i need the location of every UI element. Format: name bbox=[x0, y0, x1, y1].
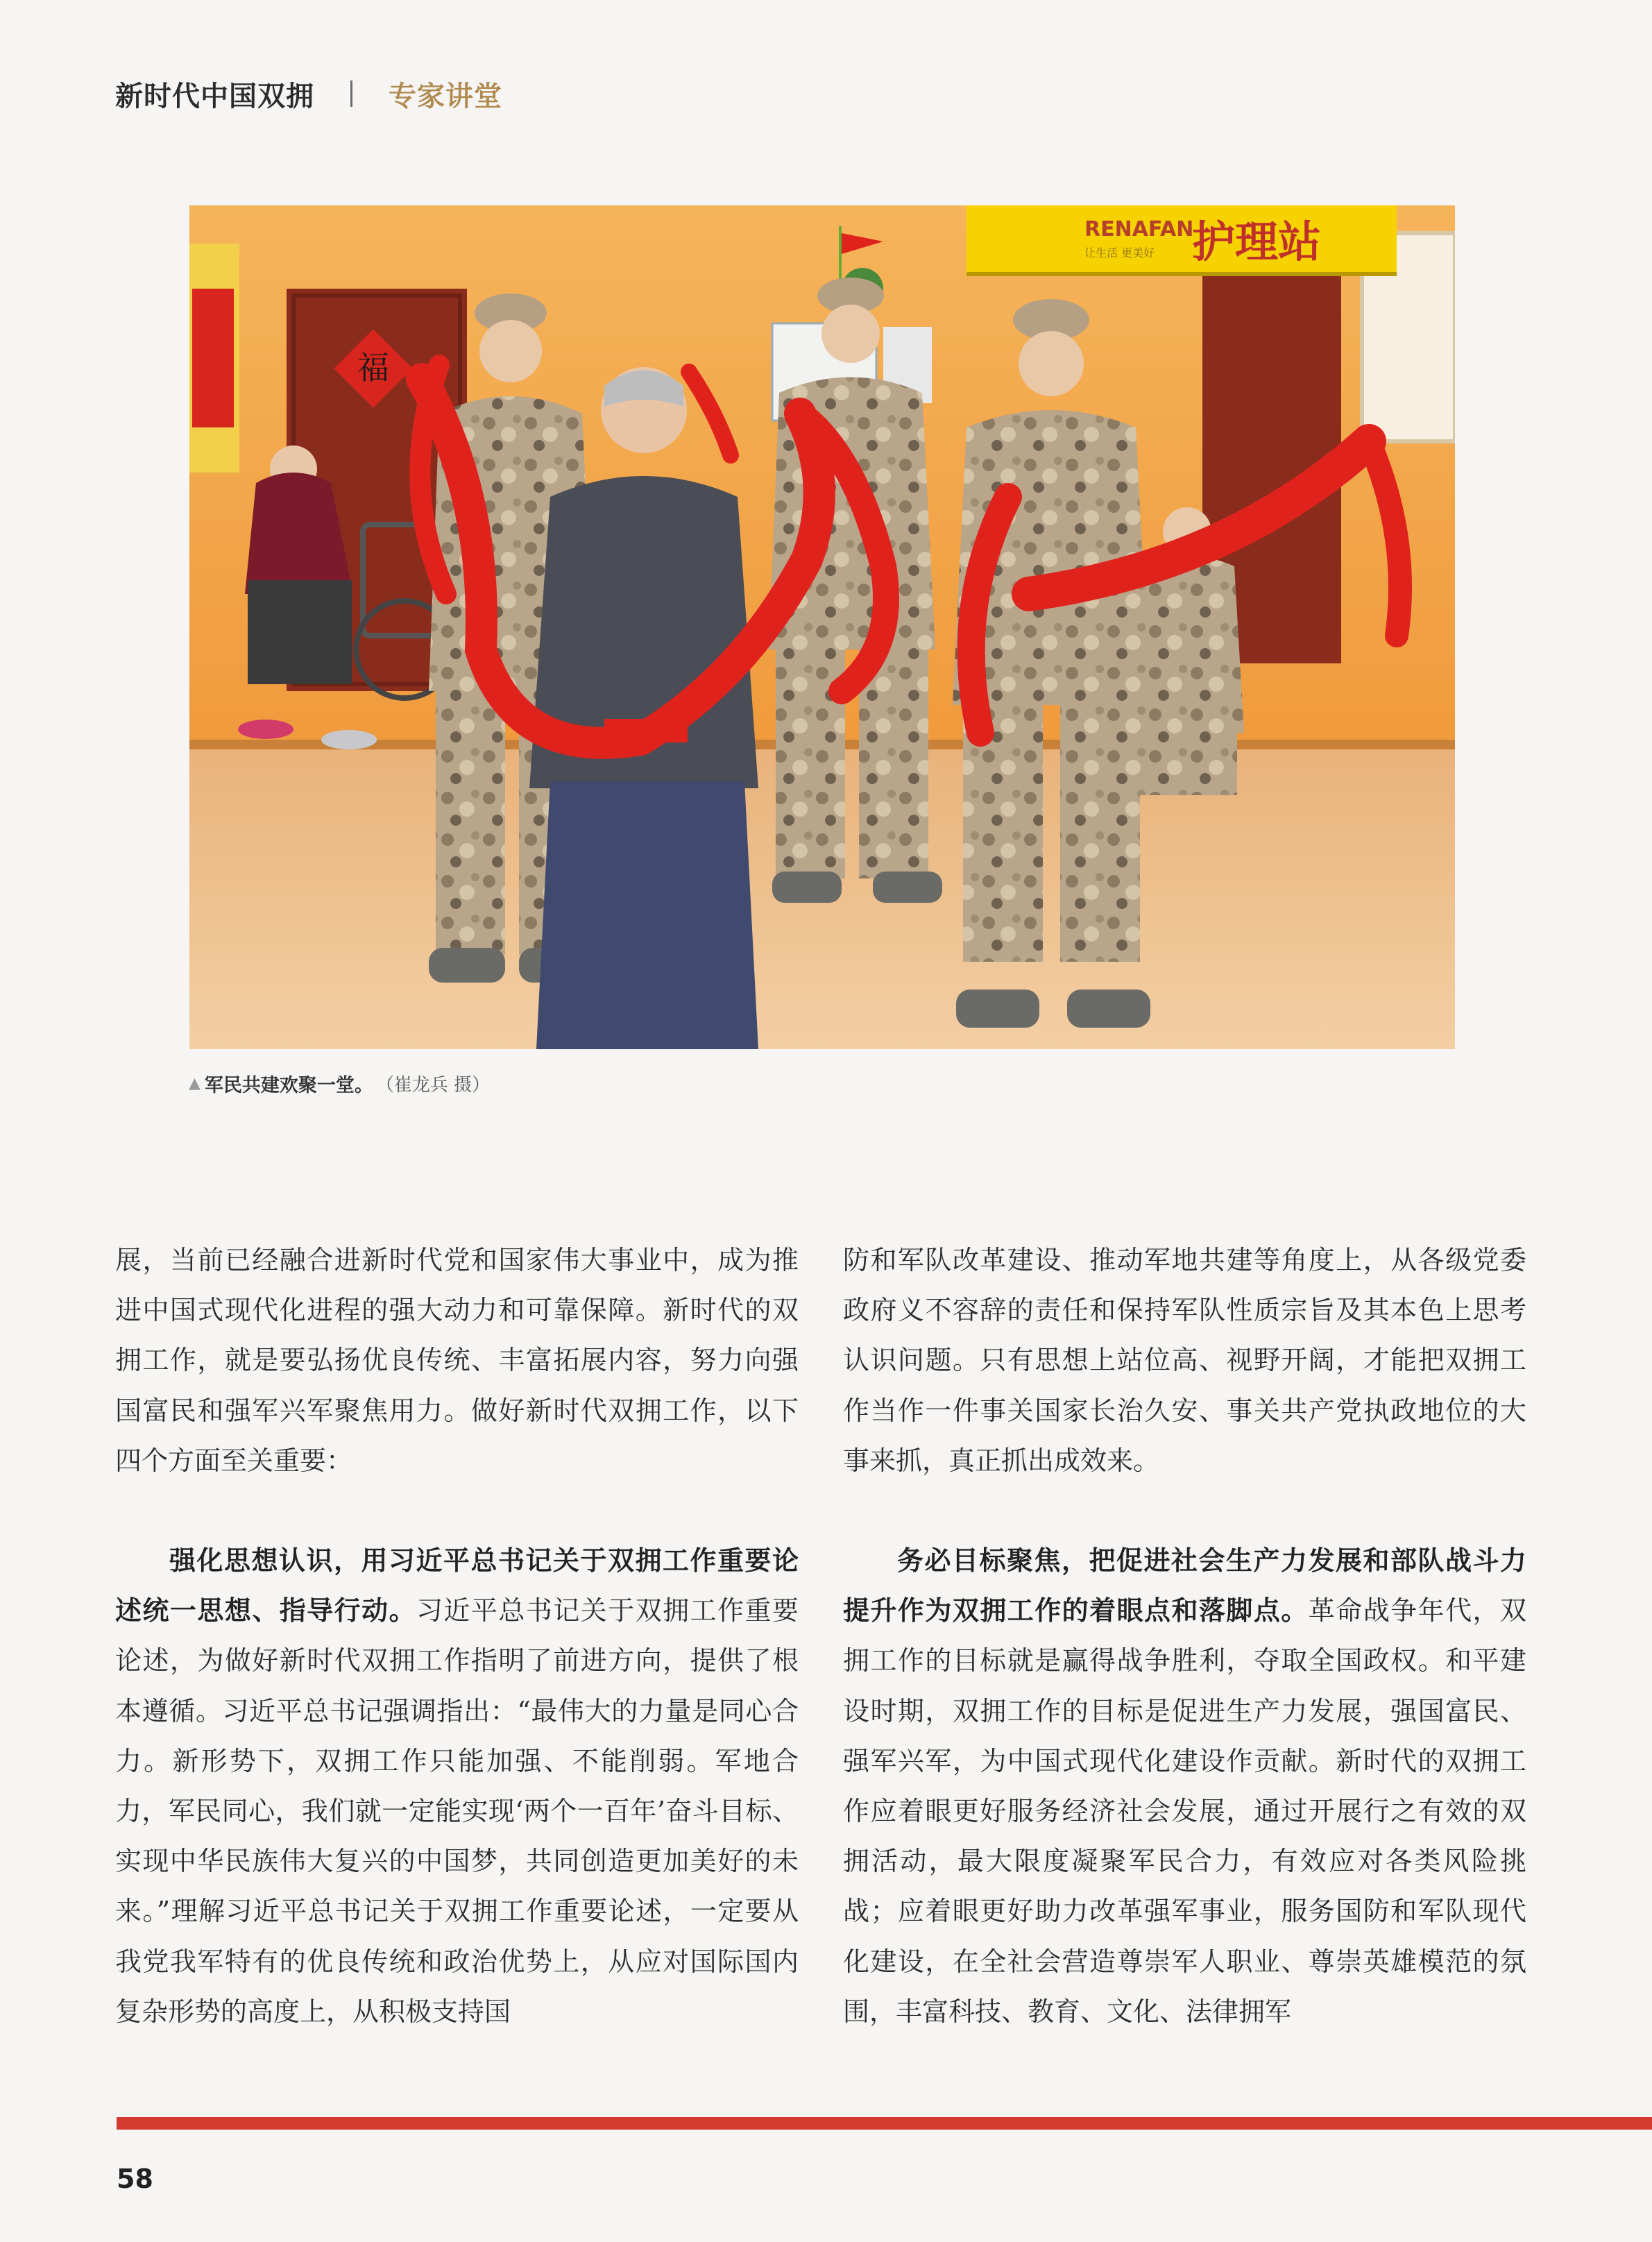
caption-triangle-icon: ▲ bbox=[189, 1074, 201, 1092]
left-paragraph-2-body: 习近平总书记关于双拥工作重要论述，为做好新时代双拥工作指明了前进方向，提供了根本遵循。习近平总书记强调指出：“最伟大的力量是同心合力。新形势下，双拥工作只能加强、不能削弱。军地合力，军民同心，我们就一定能实现‘两个一百年’奋斗目标、实现中华民族伟大复兴的中国梦，共同创造更加美好的未来。”理解习近平总书记关于双拥工作重要论述，一定要从我党我军特有的优良传统和政治优势上，从应对国际国内复杂形势的高度上，从积极支持国 bbox=[115, 1595, 799, 2027]
page-number: 58 bbox=[117, 2164, 153, 2194]
left-section-heading: 强化思想认识，用习近平总书记关于双拥工作重要论述统一思想、指导行动。 bbox=[115, 1545, 799, 1627]
footer-rule bbox=[117, 2117, 1652, 2130]
photo-caption bbox=[189, 1071, 490, 1096]
right-paragraph-2-body: 革命战争年代，双拥工作的目标就是赢得战争胜利，夺取全国政权。和平建设时期，双拥工作的目标是促进生产力发展，强国富民、强军兴军，为中国式现代化建设作贡献。新时代的双拥工作应着眼更好服务经济社会发展，通过开展行之有效的双拥活动，最大限度凝聚军民合力，有效应对各类风险挑战；应着眼更好助力改革强军事业，服务国防和军队现代化建设，在全社会营造尊崇军人职业、尊崇英雄模范的氛围，丰富科技、教育、文化、法律拥军 bbox=[843, 1595, 1526, 2027]
left-column bbox=[115, 1235, 799, 2037]
header-divider bbox=[350, 80, 352, 107]
right-paragraph-1: 防和军队改革建设、推动军地共建等角度上，从各级党委政府义不容辞的责任和保持军队性质宗旨及其本色上思考认识问题。只有思想上站位高、视野开阔，才能把双拥工作当作一件事关国家长治久安、事关共产党执政地位的大事来抓，真正抓出成效来。 bbox=[843, 1245, 1526, 1476]
photo-illustration bbox=[189, 205, 1455, 1049]
column-title: 专家讲堂 bbox=[389, 80, 502, 112]
photo-credit: （崔龙兵 摄） bbox=[375, 1074, 491, 1096]
left-paragraph-1: 展，当前已经融合进新时代党和国家伟大事业中，成为推进中国式现代化进程的强大动力和可靠保障。新时代的双拥工作，就是要弘扬优良传统、丰富拓展内容，努力向强国富民和强军兴军聚焦用力。做好新时代双拥工作，以下四个方面至关重要： bbox=[115, 1245, 799, 1476]
fu-character: 福 bbox=[357, 349, 389, 387]
article-photo bbox=[189, 205, 1455, 1049]
sign-station: 护理站 bbox=[1192, 216, 1322, 267]
sign-brand: RENAFAN bbox=[1084, 217, 1194, 241]
running-header bbox=[115, 69, 502, 118]
right-section-heading: 务必目标聚焦，把促进社会生产力发展和部队战斗力提升作为双拥工作的着眼点和落脚点。 bbox=[843, 1545, 1526, 1627]
right-paragraph-2 bbox=[843, 1536, 1526, 2037]
caption-text: 军民共建欢聚一堂。 bbox=[204, 1074, 373, 1096]
series-title: 新时代中国双拥 bbox=[115, 80, 314, 112]
sign-brand-sub: 让生活 更美好 bbox=[1084, 246, 1155, 260]
left-paragraph-2 bbox=[115, 1536, 799, 2037]
right-column bbox=[843, 1235, 1526, 2037]
